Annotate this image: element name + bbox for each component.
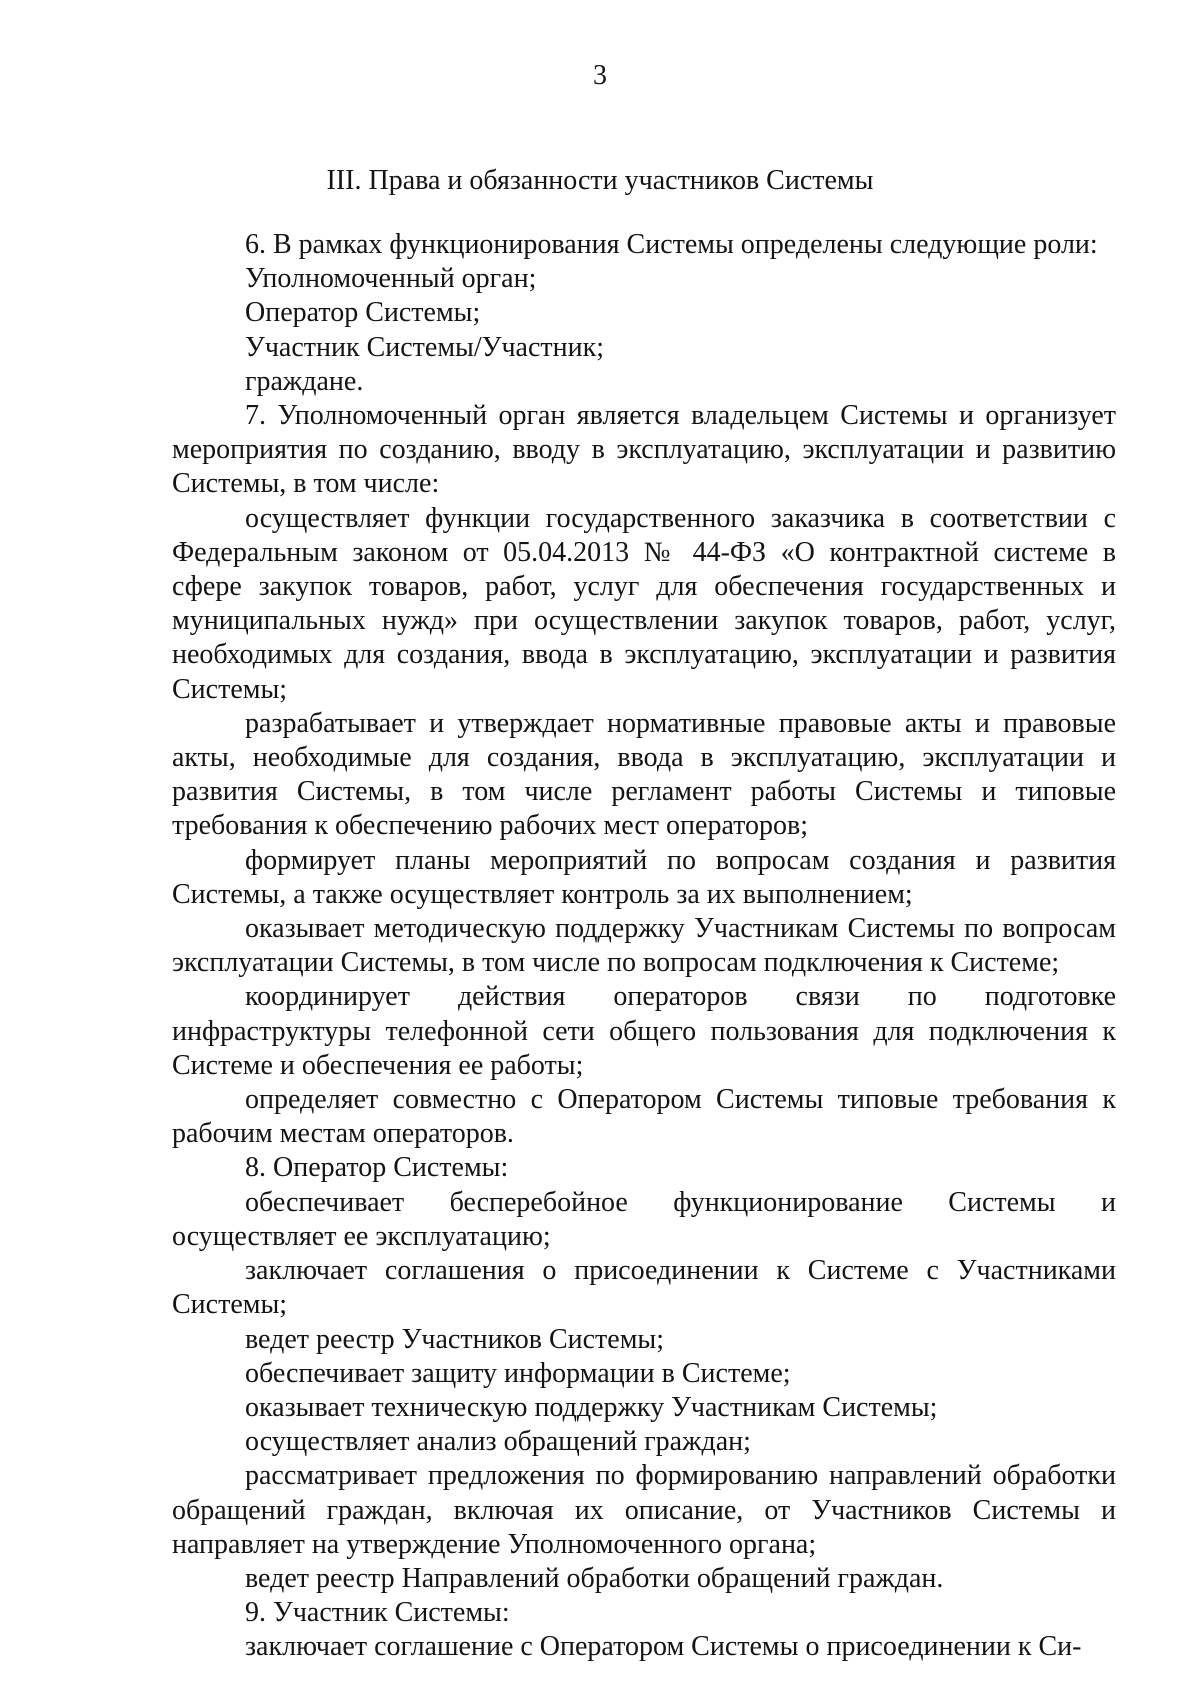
- document-body: [172, 228, 1116, 1665]
- paragraph: заключает соглашение с Оператором Системы о присоединении к Си-: [245, 1631, 1082, 1663]
- section-heading: III. Права и обязанности участников Системы: [326, 165, 874, 196]
- paragraph: 8. Оператор Системы:: [245, 1152, 509, 1184]
- paragraph: осуществляет анализ обращений граждан;: [245, 1426, 751, 1458]
- paragraph: 7. Уполномоченный орган является владельцем Системы и организует мероприятия по созданию, вводу в эксплуатацию, эксплуатации и развитию Системы, в том числе:: [172, 400, 1116, 500]
- paragraph: граждане.: [245, 365, 364, 397]
- paragraph: координирует действия операторов связи по подготовке инфраструктуры телефонной сети общего пользования для подключения к Системе и обеспечения ее работы;: [172, 981, 1116, 1081]
- paragraph: 9. Участник Системы:: [245, 1597, 510, 1629]
- paragraph: ведет реестр Направлений обработки обращений граждан.: [245, 1562, 944, 1594]
- paragraph: обеспечивает защиту информации в Системе;: [245, 1357, 791, 1389]
- paragraph: 6. В рамках функционирования Системы определены следующие роли:: [245, 229, 1098, 260]
- page-number: 3: [593, 60, 607, 91]
- paragraph: оказывает техническую поддержку Участникам Системы;: [245, 1391, 938, 1423]
- paragraph: ведет реестр Участников Системы;: [245, 1323, 665, 1355]
- paragraph: определяет совместно с Оператором Системы типовые требования к рабочим местам операторов.: [172, 1084, 1116, 1150]
- paragraph: разрабатывает и утверждает нормативные правовые акты и правовые акты, необходимые для создания, ввода в эксплуатацию, эксплуатации и развития Системы, в том числе регламент работы Системы и типовые требования к обеспечению рабочих мест операторов;: [172, 707, 1116, 842]
- paragraph: заключает соглашения о присоединении к Системе с Участниками Системы;: [172, 1255, 1116, 1321]
- paragraph: Участник Системы/Участник;: [245, 331, 604, 363]
- paragraph: обеспечивает бесперебойное функционирование Системы и осуществляет ее эксплуатацию;: [172, 1186, 1116, 1252]
- paragraph: Уполномоченный орган;: [245, 263, 537, 295]
- paragraph: рассматривает предложения по формированию направлений обработки обращений граждан, включая их описание, от Участников Системы и направляет на утверждение Уполномоченного органа;: [172, 1460, 1116, 1560]
- paragraph: оказывает методическую поддержку Участникам Системы по вопросам эксплуатации Системы, в том числе по вопросам подключения к Системе;: [172, 913, 1116, 979]
- paragraph: Оператор Системы;: [245, 297, 481, 329]
- paragraph: формирует планы мероприятий по вопросам создания и развития Системы, а также осуществляет контроль за их выполнением;: [172, 844, 1116, 910]
- paragraph: осуществляет функции государственного заказчика в соответствии с Федеральным законом от 05.04.2013 № 44-ФЗ «О контрактной системе в сфере закупок товаров, работ, услуг для обеспечения государственных и муниципальных нужд» при осуществлении закупок товаров, работ, услуг, необходимых для создания, ввода в эксплуатацию, эксплуатации и развития Системы;: [172, 502, 1116, 705]
